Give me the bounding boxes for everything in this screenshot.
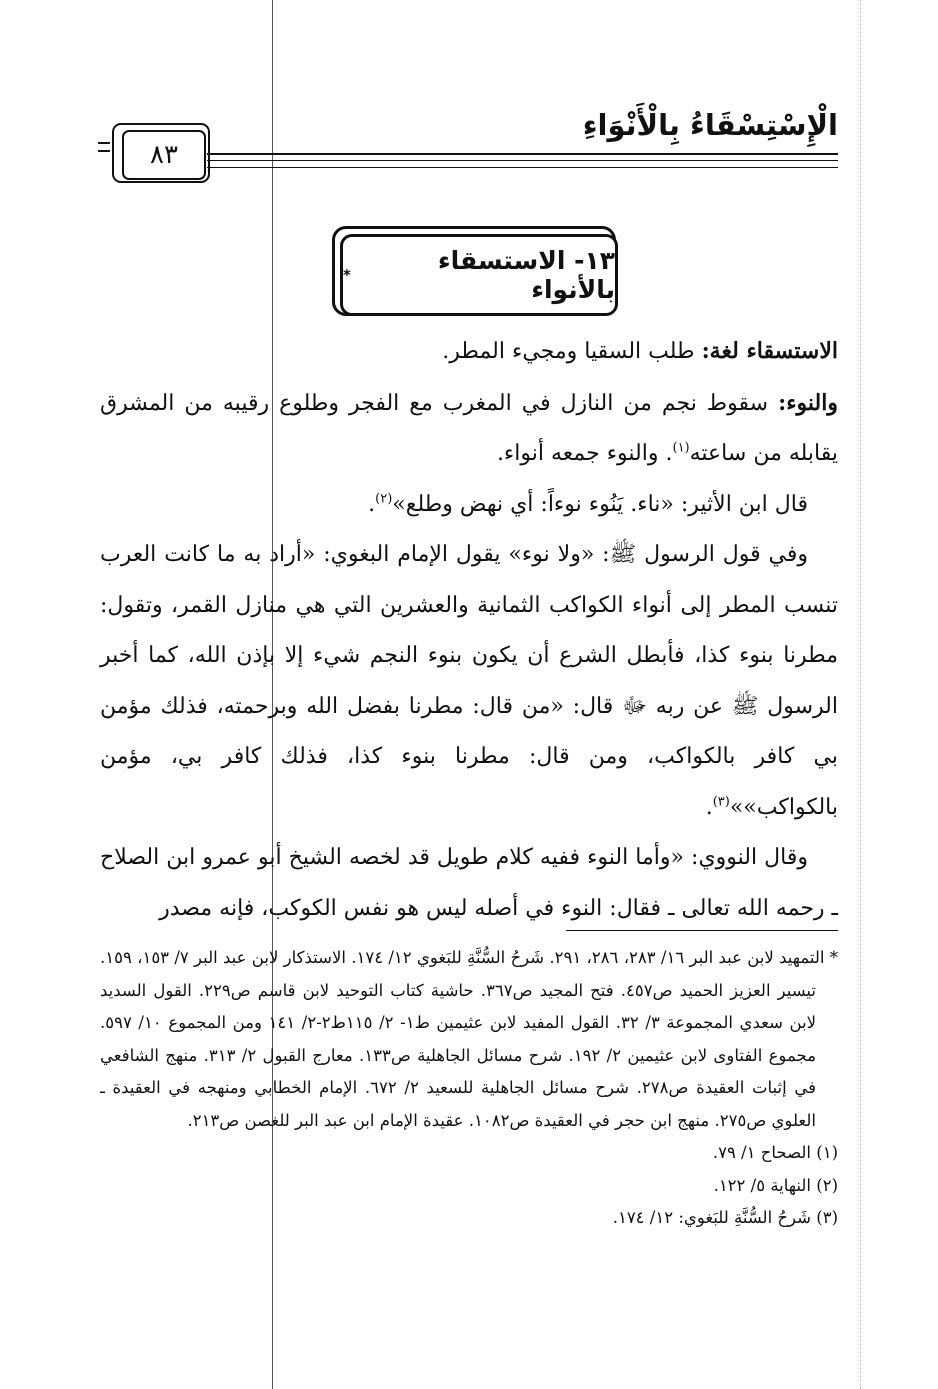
- page-edge-dotted-line: [860, 0, 861, 1389]
- chapter-title-star: *: [343, 266, 351, 284]
- chapter-title: [340, 234, 618, 316]
- ornament-mark: [98, 140, 110, 156]
- paragraph: [100, 530, 838, 833]
- paragraph-text: .: [368, 491, 376, 517]
- paragraph-text: .: [705, 794, 713, 820]
- paragraph: [100, 326, 838, 378]
- body-text: [100, 326, 838, 934]
- paragraph-text: طلب السقيا ومجيء المطر.: [442, 339, 702, 364]
- paragraph-text: وقال النووي: «وأما النوء ففيه كلام طويل قد لخصه الشيخ أبو عمرو ابن الصلاح ـ رحمه الله تعالى ـ فقال: النوء في أصله ليس هو نفس الكوكب، فإنه مصدر: [100, 845, 838, 921]
- paragraph: [100, 378, 838, 480]
- footnote-ref: (١): [672, 440, 690, 456]
- header-rule: [207, 153, 838, 155]
- footnote-ref: (٢): [375, 491, 393, 507]
- footnote-separator: [566, 930, 838, 931]
- paragraph: [100, 833, 838, 934]
- paragraph: [100, 480, 838, 531]
- page-number: ٨٣: [122, 130, 206, 180]
- footnotes: [100, 942, 838, 1235]
- footnote-ref: (٣): [712, 794, 730, 810]
- header-rule: [207, 167, 838, 168]
- footnote-3: (٣) شَرحُ السُّنَّةِ للبَغوي: ١٢/ ١٧٤.: [612, 1208, 838, 1227]
- header-rule: [207, 160, 838, 161]
- paragraph-text: قال ابن الأثير: «ناء. يَنُوء نوءاً: أي نهض وطلع»: [392, 491, 808, 517]
- footnote-1: (١) الصحاح ١/ ٧٩.: [712, 1143, 838, 1162]
- footnote-2: (٢) النهاية ٥/ ١٢٢.: [713, 1175, 838, 1195]
- term: الاستسقاء لغة:: [701, 338, 838, 364]
- paragraph-text: وفي قول الرسول ﷺ: «ولا نوء» يقول الإمام البغوي: «أراد به ما كانت العرب تنسب المطر إلى أنواء الكواكب الثمانية والعشرين التي هي منازل القمر، وتقول: مطرنا بنوء كذا، فأبطل الشرع أن يكون بنوء النجم شيء إلا بإذن الله، كما أخبر الرسول ﷺ عن ربه ﷻ قال: «من قال: مطرنا بفضل الله وبرحمته، فذلك مؤمن بي كافر بالكواكب، ومن قال: مطرنا بنوء كذا، فذلك كافر بي، مؤمن بالكواكب»»: [100, 542, 838, 820]
- term: والنوء:: [778, 389, 838, 416]
- chapter-title-text: ١٣- الاستسقاء بالأنواء: [437, 246, 615, 304]
- paragraph-text: . والنوء جمعه أنواء.: [496, 441, 673, 466]
- footnote-star: * التمهيد لابن عبد البر ١٦/ ٢٨٣، ٢٨٦، ٢٩١. شَرحُ السُّنَّةِ للبَغوي ١٢/ ١٧٤. الاستذكار لابن عبد البر ٧/ ١٥٣، ١٥٩. تيسير العزيز الحميد ص٤٥٧. فتح المجيد ص٣٦٧. حاشية كتاب التوحيد لابن قاسم ص٢٢٩. القول السديد لابن سعدي المجموعة ٣/ ٣٢. القول المفيد لابن عثيمين ط١- ٢/ ١١٥ط٢-٢/ ١٤١ ومن المجموع ١٠/ ٥٩٧. مجموع الفتاوى لابن عثيمين ٢/ ١٩٢. شرح مسائل الجاهلية ص١٣٣. معارج القبول ٢/ ٣١٣. منهج الشافعي في إثبات العقيدة ص٢٧٨. شرح مسائل الجاهلية للسعيد ٢/ ٦٧٢. الإمام الخطابي ومنهجه في العقيدة ـ العلوي ص٢٧٥. منهج ابن حجر في العقيدة ص١٠٨٢. عقيدة الإمام ابن عبد البر للغصن ص٢١٣.: [100, 948, 838, 1130]
- running-title: الْإِسْتِسْقَاءُ بِالْأَنْوَاءِ: [582, 108, 838, 142]
- paragraph-text: سقوط نجم من النازل في المغرب مع الفجر وطلوع رقيبه من المشرق يقابله من ساعته: [100, 390, 838, 466]
